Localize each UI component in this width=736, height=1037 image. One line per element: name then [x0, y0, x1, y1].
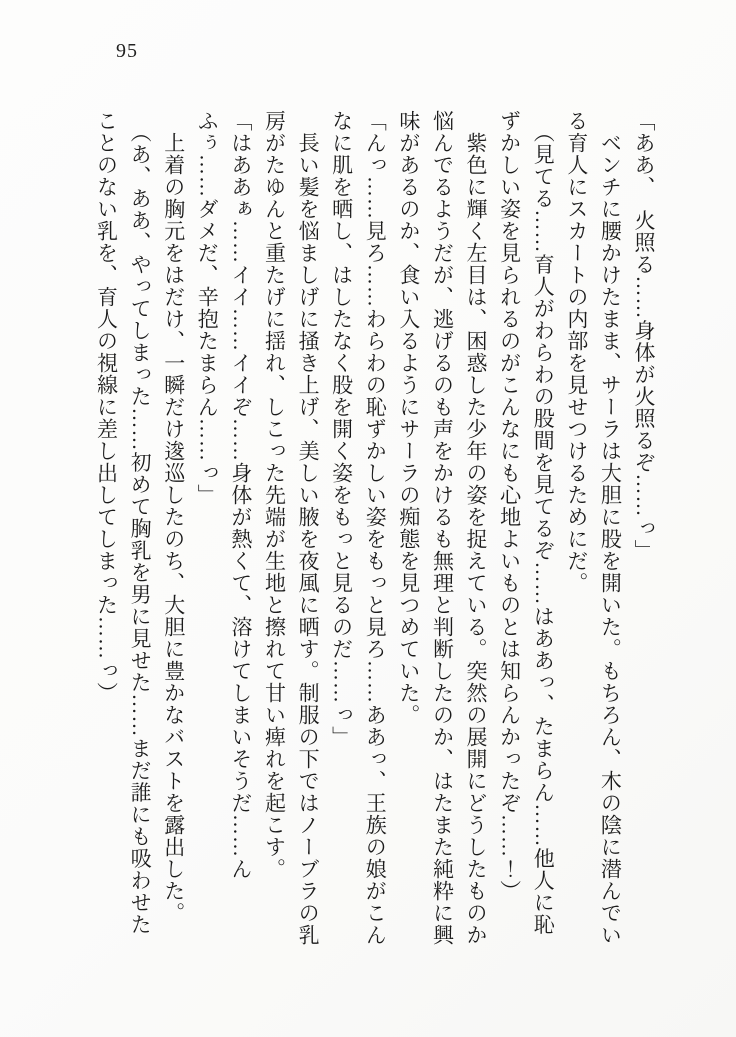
- body-text: [88, 110, 660, 950]
- paragraph-narration-3: 長い髪を悩ましげに掻き上げ、美しい腋を夜風に晒す。制服の下ではノーブラの乳房がたゆんと重たげに揺れ、しこった先端が生地と擦れて甘い痺れを起こす。: [262, 110, 321, 946]
- paragraph-dialogue-1: 「ああ、 火照る……身体が火照るぞ……っ」: [632, 110, 656, 562]
- paragraph-inner-monologue-1: （見てる……育人がわらわの股間を見てるぞ……はああっ、たまらん……他人に恥ずかしい姿を見られるのがこんなにも心地よいものとは知らんかったぞ……！）: [497, 110, 556, 936]
- paragraph-narration-4: 上着の胸元をはだけ、一瞬だけ逡巡したのち、大胆に豊かなバストを露出した。: [161, 110, 186, 924]
- paragraph-inner-monologue-2: （あ、ああ、やってしまった……初めて胸乳を男に見せた……まだ誰にも吸わせたことのない乳を、育人の視線に差し出してしまった……っ）: [94, 110, 153, 936]
- paragraph-dialogue-3: 「はああぁ……イイ……イイぞ……身体が熱くて、溶けてしまいそうだ……んふぅ……ダメだ、辛抱たまらん……っ」: [195, 110, 253, 880]
- paragraph-dialogue-2: 「んっ……見ろ……わらわの恥ずかしい姿をもっと見ろ……ああっ、王族の娘がこんなに肌を晒し、はしたなく股を開く姿をもっと見るのだ……っ」: [329, 110, 388, 946]
- paragraph-narration-2: 紫色に輝く左目は、困惑した少年の姿を捉えている。突然の展開にどうしたものか悩んでるようだが、逃げるのも声をかけるも無理と判断したのか、はたまた純粋に興味があるのか、食い入るようにサーラの痴態を見つめていた。: [396, 110, 489, 946]
- page-number: 95: [116, 40, 138, 62]
- paragraph-narration-1: ベンチに腰かけたまま、サーラは大胆に股を開いた。もちろん、木の陰に潜んでいる育人にスカートの内部を見せつけるためにだ。: [564, 110, 623, 946]
